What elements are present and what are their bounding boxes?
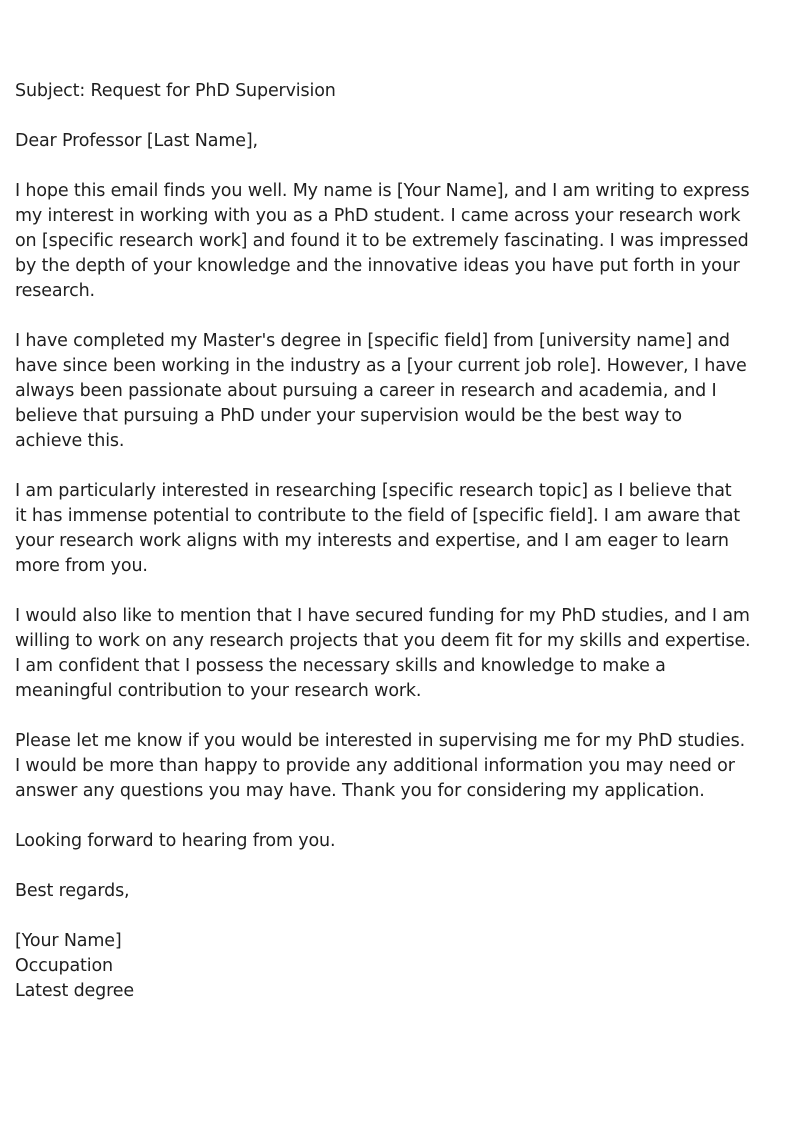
- paragraph-line: I have completed my Master's degree in [specific field] from [university name] and: [15, 331, 730, 351]
- sign-off-text: Best regards,: [15, 881, 130, 901]
- closing-line: [15, 829, 777, 854]
- paragraph-line: meaningful contribution to your research work.: [15, 681, 422, 701]
- paragraph-line: always been passionate about pursuing a career in research and academia, and I: [15, 381, 717, 401]
- signature-block: [15, 929, 777, 1004]
- sign-off: [15, 879, 777, 904]
- paragraph-line: answer any questions you may have. Thank you for considering my application.: [15, 781, 705, 801]
- paragraph-line: I hope this email finds you well. My name is [Your Name], and I am writing to express: [15, 181, 750, 201]
- paragraph-funding: [15, 604, 777, 704]
- signature-occupation: Occupation: [15, 956, 113, 976]
- signature-name: [Your Name]: [15, 931, 122, 951]
- paragraph-research-interest: [15, 479, 777, 579]
- closing-line-text: Looking forward to hearing from you.: [15, 831, 336, 851]
- paragraph-line: have since been working in the industry as a [your current job role]. However, I have: [15, 356, 747, 376]
- paragraph-background: [15, 329, 777, 454]
- paragraph-line: more from you.: [15, 556, 148, 576]
- paragraph-line: your research work aligns with my interests and expertise, and I am eager to learn: [15, 531, 729, 551]
- paragraph-line: willing to work on any research projects that you deem fit for my skills and expertise.: [15, 631, 751, 651]
- paragraph-line: I am particularly interested in researching [specific research topic] as I believe that: [15, 481, 732, 501]
- salutation-text: Dear Professor [Last Name],: [15, 131, 258, 151]
- paragraph-request: [15, 729, 777, 804]
- paragraph-line: on [specific research work] and found it to be extremely fascinating. I was impressed: [15, 231, 749, 251]
- paragraph-line: Please let me know if you would be interested in supervising me for my PhD studies.: [15, 731, 745, 751]
- signature-degree: Latest degree: [15, 981, 135, 1001]
- paragraph-line: believe that pursuing a PhD under your supervision would be the best way to: [15, 406, 682, 426]
- paragraph-line: research.: [15, 281, 95, 301]
- paragraph-line: I am confident that I possess the necessary skills and knowledge to make a: [15, 656, 666, 676]
- salutation: [15, 129, 777, 154]
- letter-body: [15, 79, 777, 1029]
- paragraph-introduction: [15, 179, 777, 304]
- paragraph-line: it has immense potential to contribute to the field of [specific field]. I am aware that: [15, 506, 740, 526]
- paragraph-line: I would also like to mention that I have secured funding for my PhD studies, and I am: [15, 606, 750, 626]
- subject-text: Subject: Request for PhD Supervision: [15, 81, 336, 101]
- paragraph-line: by the depth of your knowledge and the innovative ideas you have put forth in your: [15, 256, 740, 276]
- paragraph-line: achieve this.: [15, 431, 125, 451]
- subject-line: [15, 79, 777, 104]
- paragraph-line: I would be more than happy to provide any additional information you may need or: [15, 756, 735, 776]
- paragraph-line: my interest in working with you as a PhD student. I came across your research work: [15, 206, 741, 226]
